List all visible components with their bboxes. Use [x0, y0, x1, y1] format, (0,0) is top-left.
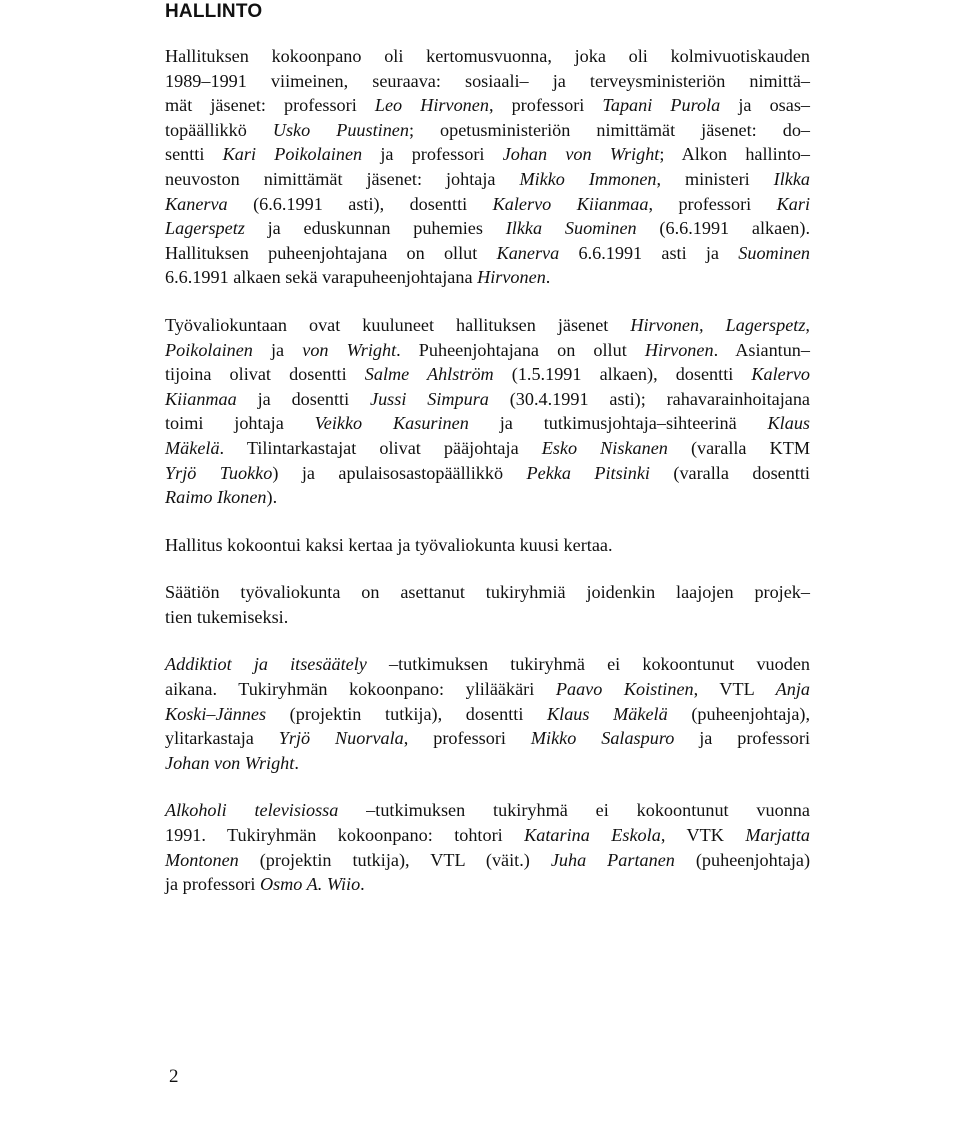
- italic-run: Addiktiot ja itsesäätely: [165, 654, 367, 675]
- text-run: Hallituksen kokoonpano oli kertomusvuonna, joka oli kolmivuotiskauden: [165, 46, 810, 66]
- text-run: , professori: [488, 95, 603, 116]
- text-run: (30.4.1991 asti); rahavarainhoitajana: [488, 388, 811, 409]
- text-line: [165, 192, 810, 217]
- text-line: [165, 605, 810, 630]
- text-line: [165, 677, 810, 702]
- text-run: (puheenjohtaja),: [667, 703, 810, 724]
- text-run: .: [360, 874, 365, 895]
- text-run: 1991. Tukiryhmän kokoonpano: tohtori: [165, 825, 525, 846]
- text-run: ; Alkon hallinto–: [659, 144, 810, 165]
- paragraph: [165, 652, 810, 775]
- text-line: [165, 823, 810, 848]
- italic-run: Paavo Koistinen: [555, 679, 694, 700]
- text-line: [165, 798, 810, 823]
- italic-run: Kari: [776, 193, 811, 214]
- text-run: 6.6.1991 alkaen sekä varapuheenjohtajana: [165, 267, 478, 288]
- italic-run: Poikolainen: [165, 339, 253, 360]
- text-run: ja: [252, 339, 303, 360]
- text-run: ) ja apulaisosastopäällikkö: [272, 462, 527, 483]
- paragraph-gap: [165, 290, 810, 313]
- page-number: 2: [169, 1066, 179, 1087]
- text-run: ja tutkimusjohtaja–sihteerinä: [468, 413, 768, 434]
- text-run: , ministeri: [656, 168, 774, 189]
- text-run: (varalla dosentti: [649, 462, 810, 483]
- text-run: Hallituksen puheenjohtajana on ollut: [165, 242, 497, 263]
- italic-run: Ilkka: [773, 168, 810, 189]
- paragraph: [165, 533, 810, 558]
- text-line: [165, 751, 810, 776]
- italic-run: Kiianmaa: [165, 388, 237, 409]
- italic-run: Marjatta: [745, 825, 810, 846]
- text-run: sentti: [165, 144, 223, 165]
- italic-run: Kalervo Kiianmaa: [492, 193, 649, 214]
- text-run: ; opetusministeriön nimittämät jäsenet: do–: [408, 119, 811, 140]
- italic-run: Ilkka Suominen: [505, 218, 637, 239]
- text-line: [165, 265, 810, 290]
- italic-run: Klaus: [767, 413, 810, 434]
- text-run: . Puheenjohtajana on ollut: [396, 339, 645, 360]
- text-run: ja professori: [674, 728, 811, 749]
- text-run: 6.6.1991 asti ja: [559, 242, 739, 263]
- italic-run: Montonen: [165, 849, 239, 870]
- text-line: [165, 118, 810, 143]
- italic-run: Usko Puustinen: [272, 119, 409, 140]
- text-line: [165, 533, 810, 558]
- text-run: ja professori: [165, 874, 260, 895]
- italic-run: Salme Ahlström: [364, 364, 494, 385]
- paragraph-gap: [165, 775, 810, 798]
- text-line: [165, 93, 810, 118]
- text-run: , VTL: [693, 679, 776, 700]
- text-line: [165, 241, 810, 266]
- text-run: mät jäsenet: professori: [165, 95, 375, 116]
- italic-run: Juha Partanen: [550, 849, 675, 870]
- italic-run: Esko Niskanen: [541, 437, 668, 458]
- italic-run: Johan von Wright: [502, 144, 660, 165]
- paragraph-gap: [165, 629, 810, 652]
- italic-run: Pekka Pitsinki: [526, 462, 650, 483]
- italic-run: Kalervo: [751, 364, 811, 385]
- text-run: toimi johtaja: [165, 413, 315, 434]
- text-run: ).: [266, 487, 278, 508]
- text-run: (6.6.1991 asti), dosentti: [227, 193, 493, 214]
- text-line: [165, 338, 810, 363]
- text-run: Säätiön työvaliokunta on asettanut tukiryhmiä joidenkin laajojen projek–: [165, 582, 810, 603]
- paragraph: [165, 798, 810, 896]
- text-run: tien tukemiseksi.: [165, 606, 289, 627]
- italic-run: Hirvonen: [644, 339, 714, 360]
- paragraph: [165, 313, 810, 510]
- italic-run: Anja: [775, 679, 810, 700]
- text-run: ja osas–: [720, 95, 810, 116]
- italic-run: Klaus Mäkelä: [547, 703, 668, 724]
- text-run: . Asiantun–: [713, 339, 810, 360]
- text-line: [165, 436, 810, 461]
- italic-run: Mäkelä: [165, 437, 220, 458]
- text-run: ja dosentti: [236, 388, 371, 409]
- italic-run: Alkoholi televisiossa: [165, 800, 339, 821]
- text-run: ja eduskunnan puhemies: [244, 218, 506, 239]
- text-run: , professori: [403, 728, 531, 749]
- text-line: [165, 485, 810, 510]
- italic-run: Raimo Ikonen: [165, 487, 267, 508]
- italic-run: Mikko Salaspuro: [530, 728, 675, 749]
- text-line: [165, 872, 810, 897]
- document-body: [165, 44, 810, 897]
- text-run: (6.6.1991 alkaen).: [636, 218, 810, 239]
- text-run: topäällikkö: [165, 119, 273, 140]
- italic-run: Yrjö Nuorvala: [278, 728, 404, 749]
- italic-run: Kanerva: [165, 193, 228, 214]
- text-run: (projektin tutkija), dosentti: [266, 703, 548, 724]
- italic-run: Lagerspetz: [165, 218, 245, 239]
- paragraph: [165, 44, 810, 290]
- text-line: [165, 313, 810, 338]
- text-line: [165, 69, 810, 94]
- italic-run: Koski–Jännes: [165, 703, 267, 724]
- text-run: (projektin tutkija), VTL (väit.): [238, 849, 551, 870]
- text-line: [165, 726, 810, 751]
- text-run: 1989–1991 viimeinen, seuraava: sosiaali– ja terveysministeriön nimittä–: [165, 70, 810, 91]
- text-run: ylitarkastaja: [165, 728, 279, 749]
- text-run: . Tilintarkastajat olivat pääjohtaja: [219, 437, 542, 458]
- text-run: .: [294, 752, 299, 773]
- italic-run: Suominen: [738, 242, 810, 263]
- italic-run: Osmo A. Wiio: [259, 874, 361, 895]
- italic-run: Kari Poikolainen: [222, 144, 363, 165]
- text-line: [165, 362, 810, 387]
- italic-run: von Wright: [302, 339, 397, 360]
- italic-run: Johan von Wright: [165, 752, 295, 773]
- text-run: ja professori: [362, 144, 503, 165]
- text-run: , VTK: [660, 825, 746, 846]
- text-run: (1.5.1991 alkaen), dosentti: [493, 364, 752, 385]
- text-run: (puheenjohtaja): [674, 849, 810, 870]
- italic-run: Hirvonen, Lagerspetz,: [630, 314, 810, 335]
- text-line: [165, 702, 810, 727]
- text-line: [165, 580, 810, 605]
- italic-run: Hirvonen: [477, 267, 546, 288]
- italic-run: Leo Hirvonen: [374, 95, 489, 116]
- text-run: –tutkimuksen tukiryhmä ei kokoontunut vuoden: [366, 654, 810, 675]
- italic-run: Mikko Immonen: [519, 168, 657, 189]
- text-run: –tutkimuksen tukiryhmä ei kokoontunut vuonna: [338, 800, 810, 821]
- text-line: [165, 216, 810, 241]
- text-run: , professori: [648, 193, 777, 214]
- text-run: aikana. Tukiryhmän kokoonpano: ylilääkäri: [165, 679, 556, 700]
- text-run: neuvoston nimittämät jäsenet: johtaja: [165, 168, 520, 189]
- text-line: [165, 411, 810, 436]
- text-line: [165, 848, 810, 873]
- italic-run: Kanerva: [496, 242, 560, 263]
- italic-run: Tapani Purola: [602, 95, 721, 116]
- text-line: [165, 142, 810, 167]
- paragraph-gap: [165, 510, 810, 533]
- text-line: [165, 44, 810, 69]
- text-run: .: [545, 267, 551, 288]
- text-line: [165, 167, 810, 192]
- text-line: [165, 652, 810, 677]
- paragraph: [165, 580, 810, 629]
- text-run: tijoina olivat dosentti: [165, 364, 365, 385]
- text-run: Työvaliokuntaan ovat kuuluneet hallituksen jäsenet: [165, 314, 631, 335]
- section-heading: HALLINTO: [165, 1, 263, 22]
- text-line: [165, 387, 810, 412]
- italic-run: Katarina Eskola: [524, 825, 661, 846]
- text-run: Hallitus kokoontui kaksi kertaa ja työvaliokunta kuusi kertaa.: [165, 534, 613, 555]
- paragraph-gap: [165, 557, 810, 580]
- text-run: (varalla KTM: [667, 437, 810, 458]
- italic-run: Jussi Simpura: [370, 388, 489, 409]
- italic-run: Yrjö Tuokko: [165, 462, 273, 483]
- text-line: [165, 461, 810, 486]
- italic-run: Veikko Kasurinen: [314, 413, 469, 434]
